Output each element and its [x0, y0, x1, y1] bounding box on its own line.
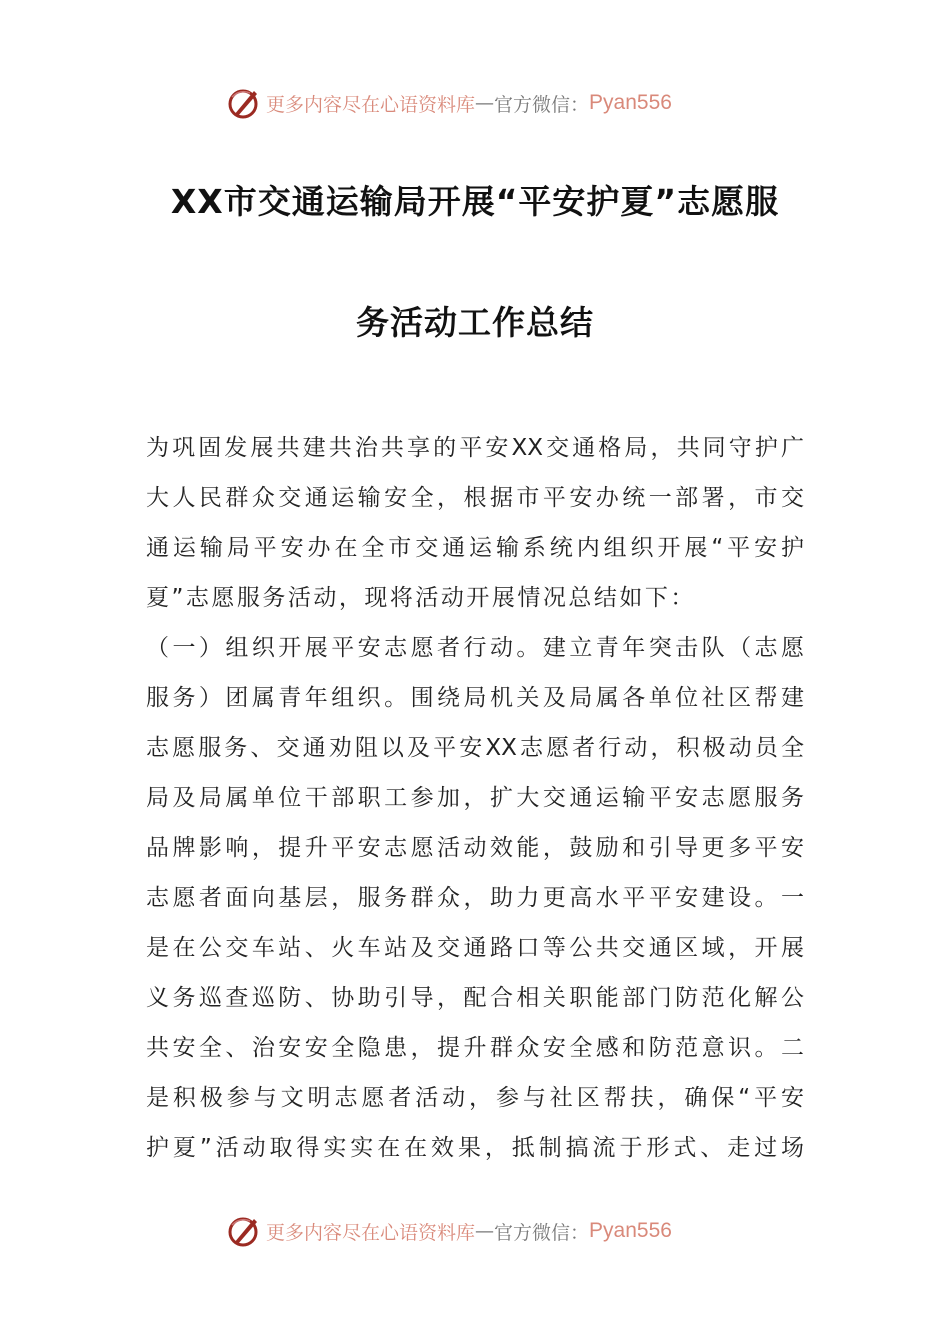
title-line-1: XX市交通运输局开展“平安护夏”志愿服 — [170, 182, 780, 221]
body-text — [146, 423, 804, 1173]
watermark-wechat-label: 官方微信： — [494, 93, 590, 116]
watermark-dash: — — [475, 1220, 495, 1242]
watermark-wechat-id: Pyan556 — [589, 1219, 672, 1242]
body-line: 局及局属单位干部职工参加，扩大交通运输平安志愿服务 — [146, 785, 804, 811]
watermark-site: 更多内容尽在心语资料库 — [266, 1221, 476, 1244]
body-line: 是积极参与文明志愿者活动，参与社区帮扶，确保“平安 — [146, 1085, 804, 1111]
body-line: 是在公交车站、火车站及交通路口等公共交通区域，开展 — [146, 935, 804, 961]
body-line: 品牌影响，提升平安志愿活动效能，鼓励和引导更多平安 — [146, 835, 804, 861]
header-watermark — [226, 83, 672, 123]
quill-logo-icon — [226, 85, 262, 121]
watermark-wechat-label: 官方微信： — [494, 1221, 590, 1244]
body-line: 共安全、治安安全隐患，提升群众安全感和防范意识。二 — [146, 1035, 804, 1061]
body-line: 护夏”活动取得实实在在效果，抵制搞流于形式、走过场 — [146, 1135, 804, 1161]
watermark-wechat-id: Pyan556 — [589, 91, 672, 114]
body-line: 志愿服务、交通劝阻以及平安XX志愿者行动，积极动员全 — [146, 735, 804, 761]
title-line-2: 务活动工作总结 — [356, 303, 594, 342]
watermark-dash: — — [475, 92, 495, 114]
body-line: 服务）团属青年组织。围绕局机关及局属各单位社区帮建 — [146, 685, 804, 711]
body-line: （一）组织开展平安志愿者行动。建立青年突击队（志愿 — [146, 635, 804, 661]
footer-watermark — [226, 1211, 672, 1251]
watermark-site: 更多内容尽在心语资料库 — [266, 93, 476, 116]
body-line: 为巩固发展共建共治共享的平安XX交通格局，共同守护广 — [146, 435, 804, 461]
body-line: 志愿者面向基层，服务群众，助力更高水平平安建设。一 — [146, 885, 804, 911]
body-line: 义务巡查巡防、协助引导，配合相关职能部门防范化解公 — [146, 985, 804, 1011]
body-line: 夏”志愿服务活动，现将活动开展情况总结如下： — [146, 585, 696, 611]
body-line: 通运输局平安办在全市交通运输系统内组织开展“平安护 — [146, 535, 804, 561]
body-line: 大人民群众交通运输安全，根据市平安办统一部署，市交 — [146, 485, 804, 511]
quill-logo-icon — [226, 1213, 262, 1249]
